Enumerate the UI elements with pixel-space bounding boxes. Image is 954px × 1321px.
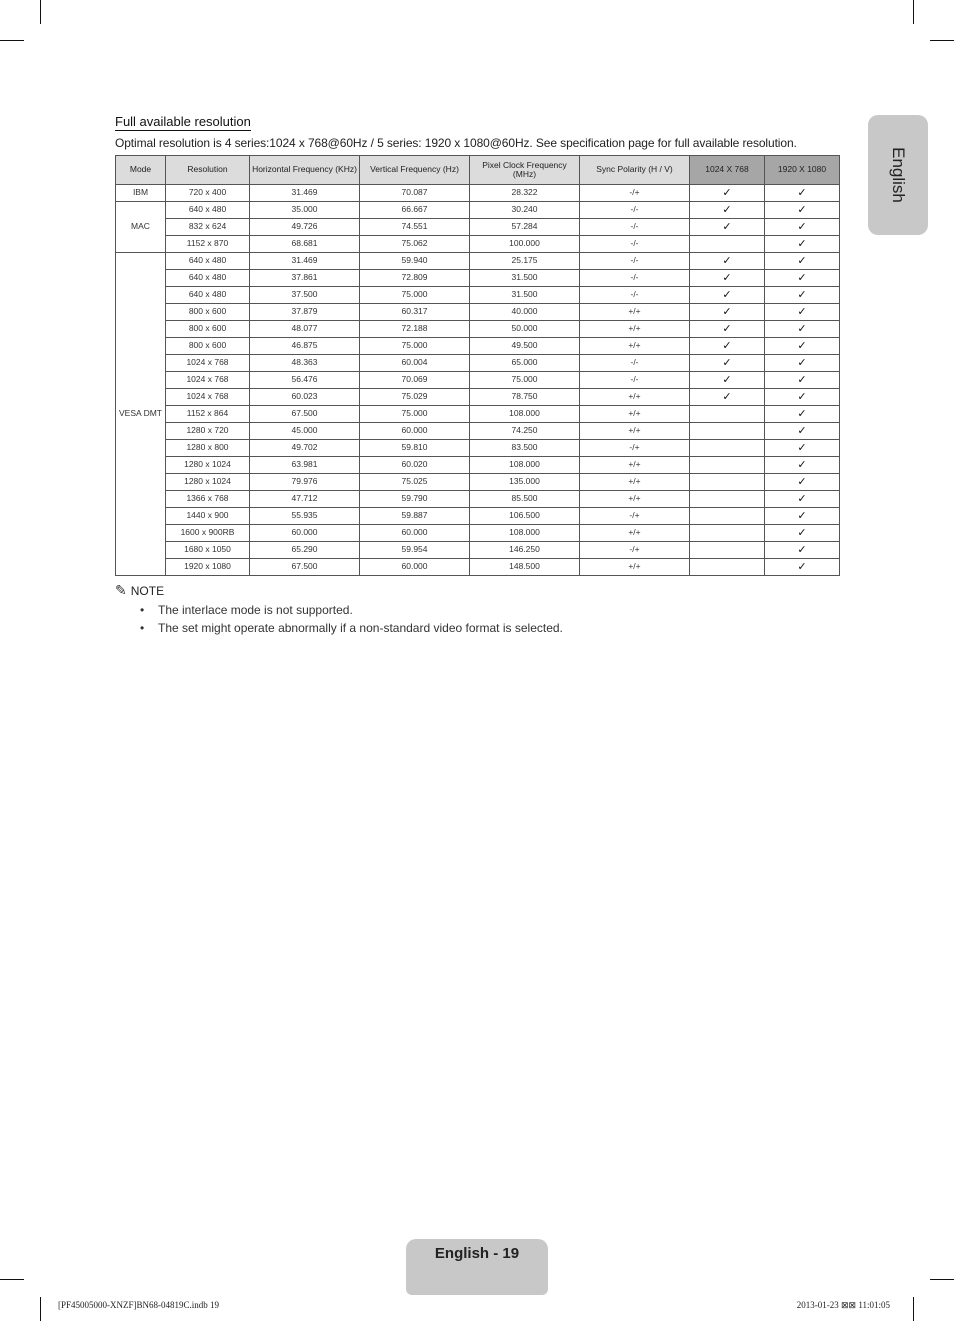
vertical-frequency-cell: 75.029 xyxy=(360,389,470,406)
sync-polarity-cell: +/+ xyxy=(580,389,690,406)
check-icon: ✓ xyxy=(722,338,732,352)
check-icon: ✓ xyxy=(722,389,732,403)
table-row xyxy=(116,236,840,253)
check-icon: ✓ xyxy=(722,202,732,216)
note-item xyxy=(140,621,563,639)
table-row xyxy=(116,253,840,270)
check-icon: ✓ xyxy=(722,304,732,318)
series5-support-cell xyxy=(765,508,840,525)
sync-polarity-cell: -/- xyxy=(580,219,690,236)
sync-polarity-cell: +/+ xyxy=(580,474,690,491)
header-series4-1024x768: 1024 X 768 xyxy=(690,156,765,185)
series4-support-cell xyxy=(690,474,765,491)
horizontal-frequency-cell: 67.500 xyxy=(250,559,360,576)
sync-polarity-cell: -/- xyxy=(580,270,690,287)
series5-support-cell xyxy=(765,304,840,321)
table-row xyxy=(116,185,840,202)
resolution-cell: 800 x 600 xyxy=(166,304,250,321)
horizontal-frequency-cell: 67.500 xyxy=(250,406,360,423)
vertical-frequency-cell: 60.004 xyxy=(360,355,470,372)
horizontal-frequency-cell: 68.681 xyxy=(250,236,360,253)
horizontal-frequency-cell: 63.981 xyxy=(250,457,360,474)
check-icon: ✓ xyxy=(797,440,807,454)
note-item-text: The set might operate abnormally if a non-standard video format is selected. xyxy=(158,621,563,635)
table-row xyxy=(116,304,840,321)
resolution-cell: 640 x 480 xyxy=(166,287,250,304)
pixel-clock-cell: 49.500 xyxy=(470,338,580,355)
page-number-tab xyxy=(406,1239,548,1295)
pencil-note-icon: ✎ xyxy=(115,583,127,599)
resolution-cell: 1024 x 768 xyxy=(166,389,250,406)
resolution-cell: 1280 x 1024 xyxy=(166,457,250,474)
series5-support-cell xyxy=(765,389,840,406)
sync-polarity-cell: -/- xyxy=(580,253,690,270)
vertical-frequency-cell: 74.551 xyxy=(360,219,470,236)
vertical-frequency-cell: 75.025 xyxy=(360,474,470,491)
check-icon: ✓ xyxy=(722,355,732,369)
check-icon: ✓ xyxy=(797,219,807,233)
horizontal-frequency-cell: 56.476 xyxy=(250,372,360,389)
resolution-cell: 1024 x 768 xyxy=(166,355,250,372)
sync-polarity-cell: -/- xyxy=(580,355,690,372)
pixel-clock-cell: 75.000 xyxy=(470,372,580,389)
check-icon: ✓ xyxy=(797,457,807,471)
check-icon: ✓ xyxy=(797,389,807,403)
pixel-clock-cell: 31.500 xyxy=(470,270,580,287)
horizontal-frequency-cell: 49.702 xyxy=(250,440,360,457)
crop-mark xyxy=(913,1297,914,1321)
series5-support-cell xyxy=(765,287,840,304)
resolution-cell: 1152 x 870 xyxy=(166,236,250,253)
crop-mark xyxy=(40,1297,41,1321)
section-title: Full available resolution xyxy=(115,114,251,129)
series4-support-cell xyxy=(690,304,765,321)
footer-file-name: [PF45005000-XNZF]BN68-04819C.indb 19 xyxy=(58,1300,220,1310)
crop-mark xyxy=(930,1279,954,1280)
table-row xyxy=(116,355,840,372)
check-icon: ✓ xyxy=(722,185,732,199)
table-row xyxy=(116,508,840,525)
table-row xyxy=(116,389,840,406)
vertical-frequency-cell: 60.000 xyxy=(360,525,470,542)
check-icon: ✓ xyxy=(797,202,807,216)
check-icon: ✓ xyxy=(722,287,732,301)
series5-support-cell xyxy=(765,440,840,457)
horizontal-frequency-cell: 37.500 xyxy=(250,287,360,304)
series4-support-cell xyxy=(690,287,765,304)
horizontal-frequency-cell: 60.000 xyxy=(250,525,360,542)
mode-cell: VESA DMT xyxy=(116,253,166,576)
header-pixel-clock: Pixel Clock Frequency (MHz) xyxy=(470,156,580,185)
pixel-clock-cell: 57.284 xyxy=(470,219,580,236)
sync-polarity-cell: -/- xyxy=(580,372,690,389)
check-icon: ✓ xyxy=(797,474,807,488)
check-icon: ✓ xyxy=(797,270,807,284)
resolution-cell: 1152 x 864 xyxy=(166,406,250,423)
check-icon: ✓ xyxy=(722,321,732,335)
table-row xyxy=(116,202,840,219)
vertical-frequency-cell: 59.940 xyxy=(360,253,470,270)
resolution-cell: 1280 x 720 xyxy=(166,423,250,440)
crop-mark xyxy=(913,0,914,24)
sync-polarity-cell: -/+ xyxy=(580,440,690,457)
check-icon: ✓ xyxy=(797,338,807,352)
table-row xyxy=(116,474,840,491)
horizontal-frequency-cell: 37.879 xyxy=(250,304,360,321)
series4-support-cell xyxy=(690,202,765,219)
pixel-clock-cell: 28.322 xyxy=(470,185,580,202)
series4-support-cell xyxy=(690,457,765,474)
resolution-cell: 1280 x 800 xyxy=(166,440,250,457)
series4-support-cell xyxy=(690,423,765,440)
horizontal-frequency-cell: 47.712 xyxy=(250,491,360,508)
pixel-clock-cell: 135.000 xyxy=(470,474,580,491)
check-icon: ✓ xyxy=(797,542,807,556)
series5-support-cell xyxy=(765,542,840,559)
series5-support-cell xyxy=(765,202,840,219)
pixel-clock-cell: 85.500 xyxy=(470,491,580,508)
sync-polarity-cell: +/+ xyxy=(580,406,690,423)
horizontal-frequency-cell: 35.000 xyxy=(250,202,360,219)
vertical-frequency-cell: 75.000 xyxy=(360,406,470,423)
series4-support-cell xyxy=(690,321,765,338)
series4-support-cell xyxy=(690,185,765,202)
check-icon: ✓ xyxy=(722,219,732,233)
header-sync-polarity: Sync Polarity (H / V) xyxy=(580,156,690,185)
horizontal-frequency-cell: 45.000 xyxy=(250,423,360,440)
table-row xyxy=(116,287,840,304)
vertical-frequency-cell: 70.069 xyxy=(360,372,470,389)
check-icon: ✓ xyxy=(797,559,807,573)
vertical-frequency-cell: 59.954 xyxy=(360,542,470,559)
series4-support-cell xyxy=(690,338,765,355)
horizontal-frequency-cell: 65.290 xyxy=(250,542,360,559)
pixel-clock-cell: 31.500 xyxy=(470,287,580,304)
series4-support-cell xyxy=(690,491,765,508)
series5-support-cell xyxy=(765,236,840,253)
series4-support-cell xyxy=(690,440,765,457)
pixel-clock-cell: 100.000 xyxy=(470,236,580,253)
sync-polarity-cell: +/+ xyxy=(580,525,690,542)
check-icon: ✓ xyxy=(797,287,807,301)
pixel-clock-cell: 50.000 xyxy=(470,321,580,338)
resolution-cell: 800 x 600 xyxy=(166,338,250,355)
series5-support-cell xyxy=(765,219,840,236)
table-row xyxy=(116,406,840,423)
vertical-frequency-cell: 60.020 xyxy=(360,457,470,474)
sync-polarity-cell: -/+ xyxy=(580,542,690,559)
table-row xyxy=(116,525,840,542)
resolution-cell: 1920 x 1080 xyxy=(166,559,250,576)
resolution-cell: 1600 x 900RB xyxy=(166,525,250,542)
footer-timestamp: 2013-01-23 ⊠⊠ 11:01:05 xyxy=(796,1300,890,1310)
pixel-clock-cell: 78.750 xyxy=(470,389,580,406)
vertical-frequency-cell: 72.809 xyxy=(360,270,470,287)
header-series5-1920x1080: 1920 X 1080 xyxy=(765,156,840,185)
series4-support-cell xyxy=(690,406,765,423)
note-list xyxy=(140,603,563,639)
pixel-clock-cell: 74.250 xyxy=(470,423,580,440)
crop-mark xyxy=(930,40,954,41)
pixel-clock-cell: 106.500 xyxy=(470,508,580,525)
mode-cell: IBM xyxy=(116,185,166,202)
table-row xyxy=(116,372,840,389)
note-item-text: The interlace mode is not supported. xyxy=(158,603,353,617)
resolution-cell: 832 x 624 xyxy=(166,219,250,236)
header-horizontal-frequency: Horizontal Frequency (KHz) xyxy=(250,156,360,185)
vertical-frequency-cell: 75.000 xyxy=(360,338,470,355)
resolution-cell: 640 x 480 xyxy=(166,202,250,219)
horizontal-frequency-cell: 48.077 xyxy=(250,321,360,338)
table-body xyxy=(116,185,840,576)
pixel-clock-cell: 83.500 xyxy=(470,440,580,457)
page-number-label: English - 19 xyxy=(434,1245,520,1262)
bullet-icon: • xyxy=(140,621,145,635)
series5-support-cell xyxy=(765,423,840,440)
resolution-cell: 720 x 400 xyxy=(166,185,250,202)
sync-polarity-cell: +/+ xyxy=(580,423,690,440)
vertical-frequency-cell: 60.000 xyxy=(360,423,470,440)
crop-mark xyxy=(40,0,41,24)
check-icon: ✓ xyxy=(797,355,807,369)
sync-polarity-cell: -/+ xyxy=(580,185,690,202)
table-row xyxy=(116,440,840,457)
series4-support-cell xyxy=(690,372,765,389)
language-side-tab xyxy=(868,115,928,235)
table-row xyxy=(116,491,840,508)
resolution-table xyxy=(115,155,840,576)
vertical-frequency-cell: 60.317 xyxy=(360,304,470,321)
horizontal-frequency-cell: 48.363 xyxy=(250,355,360,372)
vertical-frequency-cell: 66.667 xyxy=(360,202,470,219)
resolution-cell: 800 x 600 xyxy=(166,321,250,338)
horizontal-frequency-cell: 60.023 xyxy=(250,389,360,406)
series5-support-cell xyxy=(765,559,840,576)
vertical-frequency-cell: 59.887 xyxy=(360,508,470,525)
header-vertical-frequency: Vertical Frequency (Hz) xyxy=(360,156,470,185)
pixel-clock-cell: 148.500 xyxy=(470,559,580,576)
series5-support-cell xyxy=(765,525,840,542)
note-title: NOTE xyxy=(130,584,165,598)
series5-support-cell xyxy=(765,372,840,389)
sync-polarity-cell: +/+ xyxy=(580,559,690,576)
check-icon: ✓ xyxy=(797,525,807,539)
series5-support-cell xyxy=(765,253,840,270)
horizontal-frequency-cell: 49.726 xyxy=(250,219,360,236)
series4-support-cell xyxy=(690,559,765,576)
series4-support-cell xyxy=(690,270,765,287)
pixel-clock-cell: 40.000 xyxy=(470,304,580,321)
resolution-cell: 1680 x 1050 xyxy=(166,542,250,559)
note-item xyxy=(140,603,563,621)
horizontal-frequency-cell: 55.935 xyxy=(250,508,360,525)
series4-support-cell xyxy=(690,253,765,270)
table-row xyxy=(116,338,840,355)
series5-support-cell xyxy=(765,355,840,372)
series4-support-cell xyxy=(690,525,765,542)
check-icon: ✓ xyxy=(722,372,732,386)
pixel-clock-cell: 65.000 xyxy=(470,355,580,372)
check-icon: ✓ xyxy=(797,236,807,250)
check-icon: ✓ xyxy=(722,270,732,284)
sync-polarity-cell: -/- xyxy=(580,287,690,304)
horizontal-frequency-cell: 31.469 xyxy=(250,253,360,270)
sync-polarity-cell: -/+ xyxy=(580,508,690,525)
series4-support-cell xyxy=(690,219,765,236)
table-row xyxy=(116,457,840,474)
sync-polarity-cell: +/+ xyxy=(580,304,690,321)
sync-polarity-cell: +/+ xyxy=(580,338,690,355)
check-icon: ✓ xyxy=(797,321,807,335)
resolution-cell: 1024 x 768 xyxy=(166,372,250,389)
vertical-frequency-cell: 75.000 xyxy=(360,287,470,304)
language-side-tab-label: English xyxy=(889,147,908,203)
series5-support-cell xyxy=(765,338,840,355)
horizontal-frequency-cell: 37.861 xyxy=(250,270,360,287)
sync-polarity-cell: +/+ xyxy=(580,321,690,338)
bullet-icon: • xyxy=(140,603,145,617)
pixel-clock-cell: 108.000 xyxy=(470,457,580,474)
check-icon: ✓ xyxy=(797,304,807,318)
table-row xyxy=(116,321,840,338)
series4-support-cell xyxy=(690,542,765,559)
vertical-frequency-cell: 70.087 xyxy=(360,185,470,202)
table-row xyxy=(116,219,840,236)
check-icon: ✓ xyxy=(797,406,807,420)
check-icon: ✓ xyxy=(797,508,807,522)
series5-support-cell xyxy=(765,185,840,202)
series5-support-cell xyxy=(765,457,840,474)
check-icon: ✓ xyxy=(797,185,807,199)
table-row xyxy=(116,270,840,287)
horizontal-frequency-cell: 46.875 xyxy=(250,338,360,355)
intro-text: Optimal resolution is 4 series:1024 x 768@60Hz / 5 series: 1920 x 1080@60Hz. See specification page for full available resolution. xyxy=(115,136,797,150)
series4-support-cell xyxy=(690,236,765,253)
header-mode: Mode xyxy=(116,156,166,185)
resolution-cell: 640 x 480 xyxy=(166,270,250,287)
table-header-row xyxy=(116,156,840,185)
horizontal-frequency-cell: 31.469 xyxy=(250,185,360,202)
resolution-cell: 1280 x 1024 xyxy=(166,474,250,491)
series4-support-cell xyxy=(690,355,765,372)
sync-polarity-cell: +/+ xyxy=(580,491,690,508)
horizontal-frequency-cell: 79.976 xyxy=(250,474,360,491)
sync-polarity-cell: -/- xyxy=(580,236,690,253)
series4-support-cell xyxy=(690,389,765,406)
vertical-frequency-cell: 59.790 xyxy=(360,491,470,508)
sync-polarity-cell: +/+ xyxy=(580,457,690,474)
vertical-frequency-cell: 75.062 xyxy=(360,236,470,253)
pixel-clock-cell: 25.175 xyxy=(470,253,580,270)
vertical-frequency-cell: 72.188 xyxy=(360,321,470,338)
vertical-frequency-cell: 60.000 xyxy=(360,559,470,576)
resolution-cell: 640 x 480 xyxy=(166,253,250,270)
pixel-clock-cell: 108.000 xyxy=(470,406,580,423)
sync-polarity-cell: -/- xyxy=(580,202,690,219)
crop-mark xyxy=(0,40,24,41)
resolution-cell: 1366 x 768 xyxy=(166,491,250,508)
series5-support-cell xyxy=(765,270,840,287)
check-icon: ✓ xyxy=(797,253,807,267)
check-icon: ✓ xyxy=(797,423,807,437)
resolution-cell: 1440 x 900 xyxy=(166,508,250,525)
series5-support-cell xyxy=(765,491,840,508)
note-heading xyxy=(115,583,164,599)
series5-support-cell xyxy=(765,406,840,423)
pixel-clock-cell: 30.240 xyxy=(470,202,580,219)
table-row xyxy=(116,423,840,440)
series5-support-cell xyxy=(765,321,840,338)
check-icon: ✓ xyxy=(722,253,732,267)
pixel-clock-cell: 108.000 xyxy=(470,525,580,542)
crop-mark xyxy=(0,1279,24,1280)
table-row xyxy=(116,542,840,559)
mode-cell: MAC xyxy=(116,202,166,253)
series4-support-cell xyxy=(690,508,765,525)
check-icon: ✓ xyxy=(797,372,807,386)
pixel-clock-cell: 146.250 xyxy=(470,542,580,559)
table-row xyxy=(116,559,840,576)
series5-support-cell xyxy=(765,474,840,491)
check-icon: ✓ xyxy=(797,491,807,505)
vertical-frequency-cell: 59.810 xyxy=(360,440,470,457)
header-resolution: Resolution xyxy=(166,156,250,185)
